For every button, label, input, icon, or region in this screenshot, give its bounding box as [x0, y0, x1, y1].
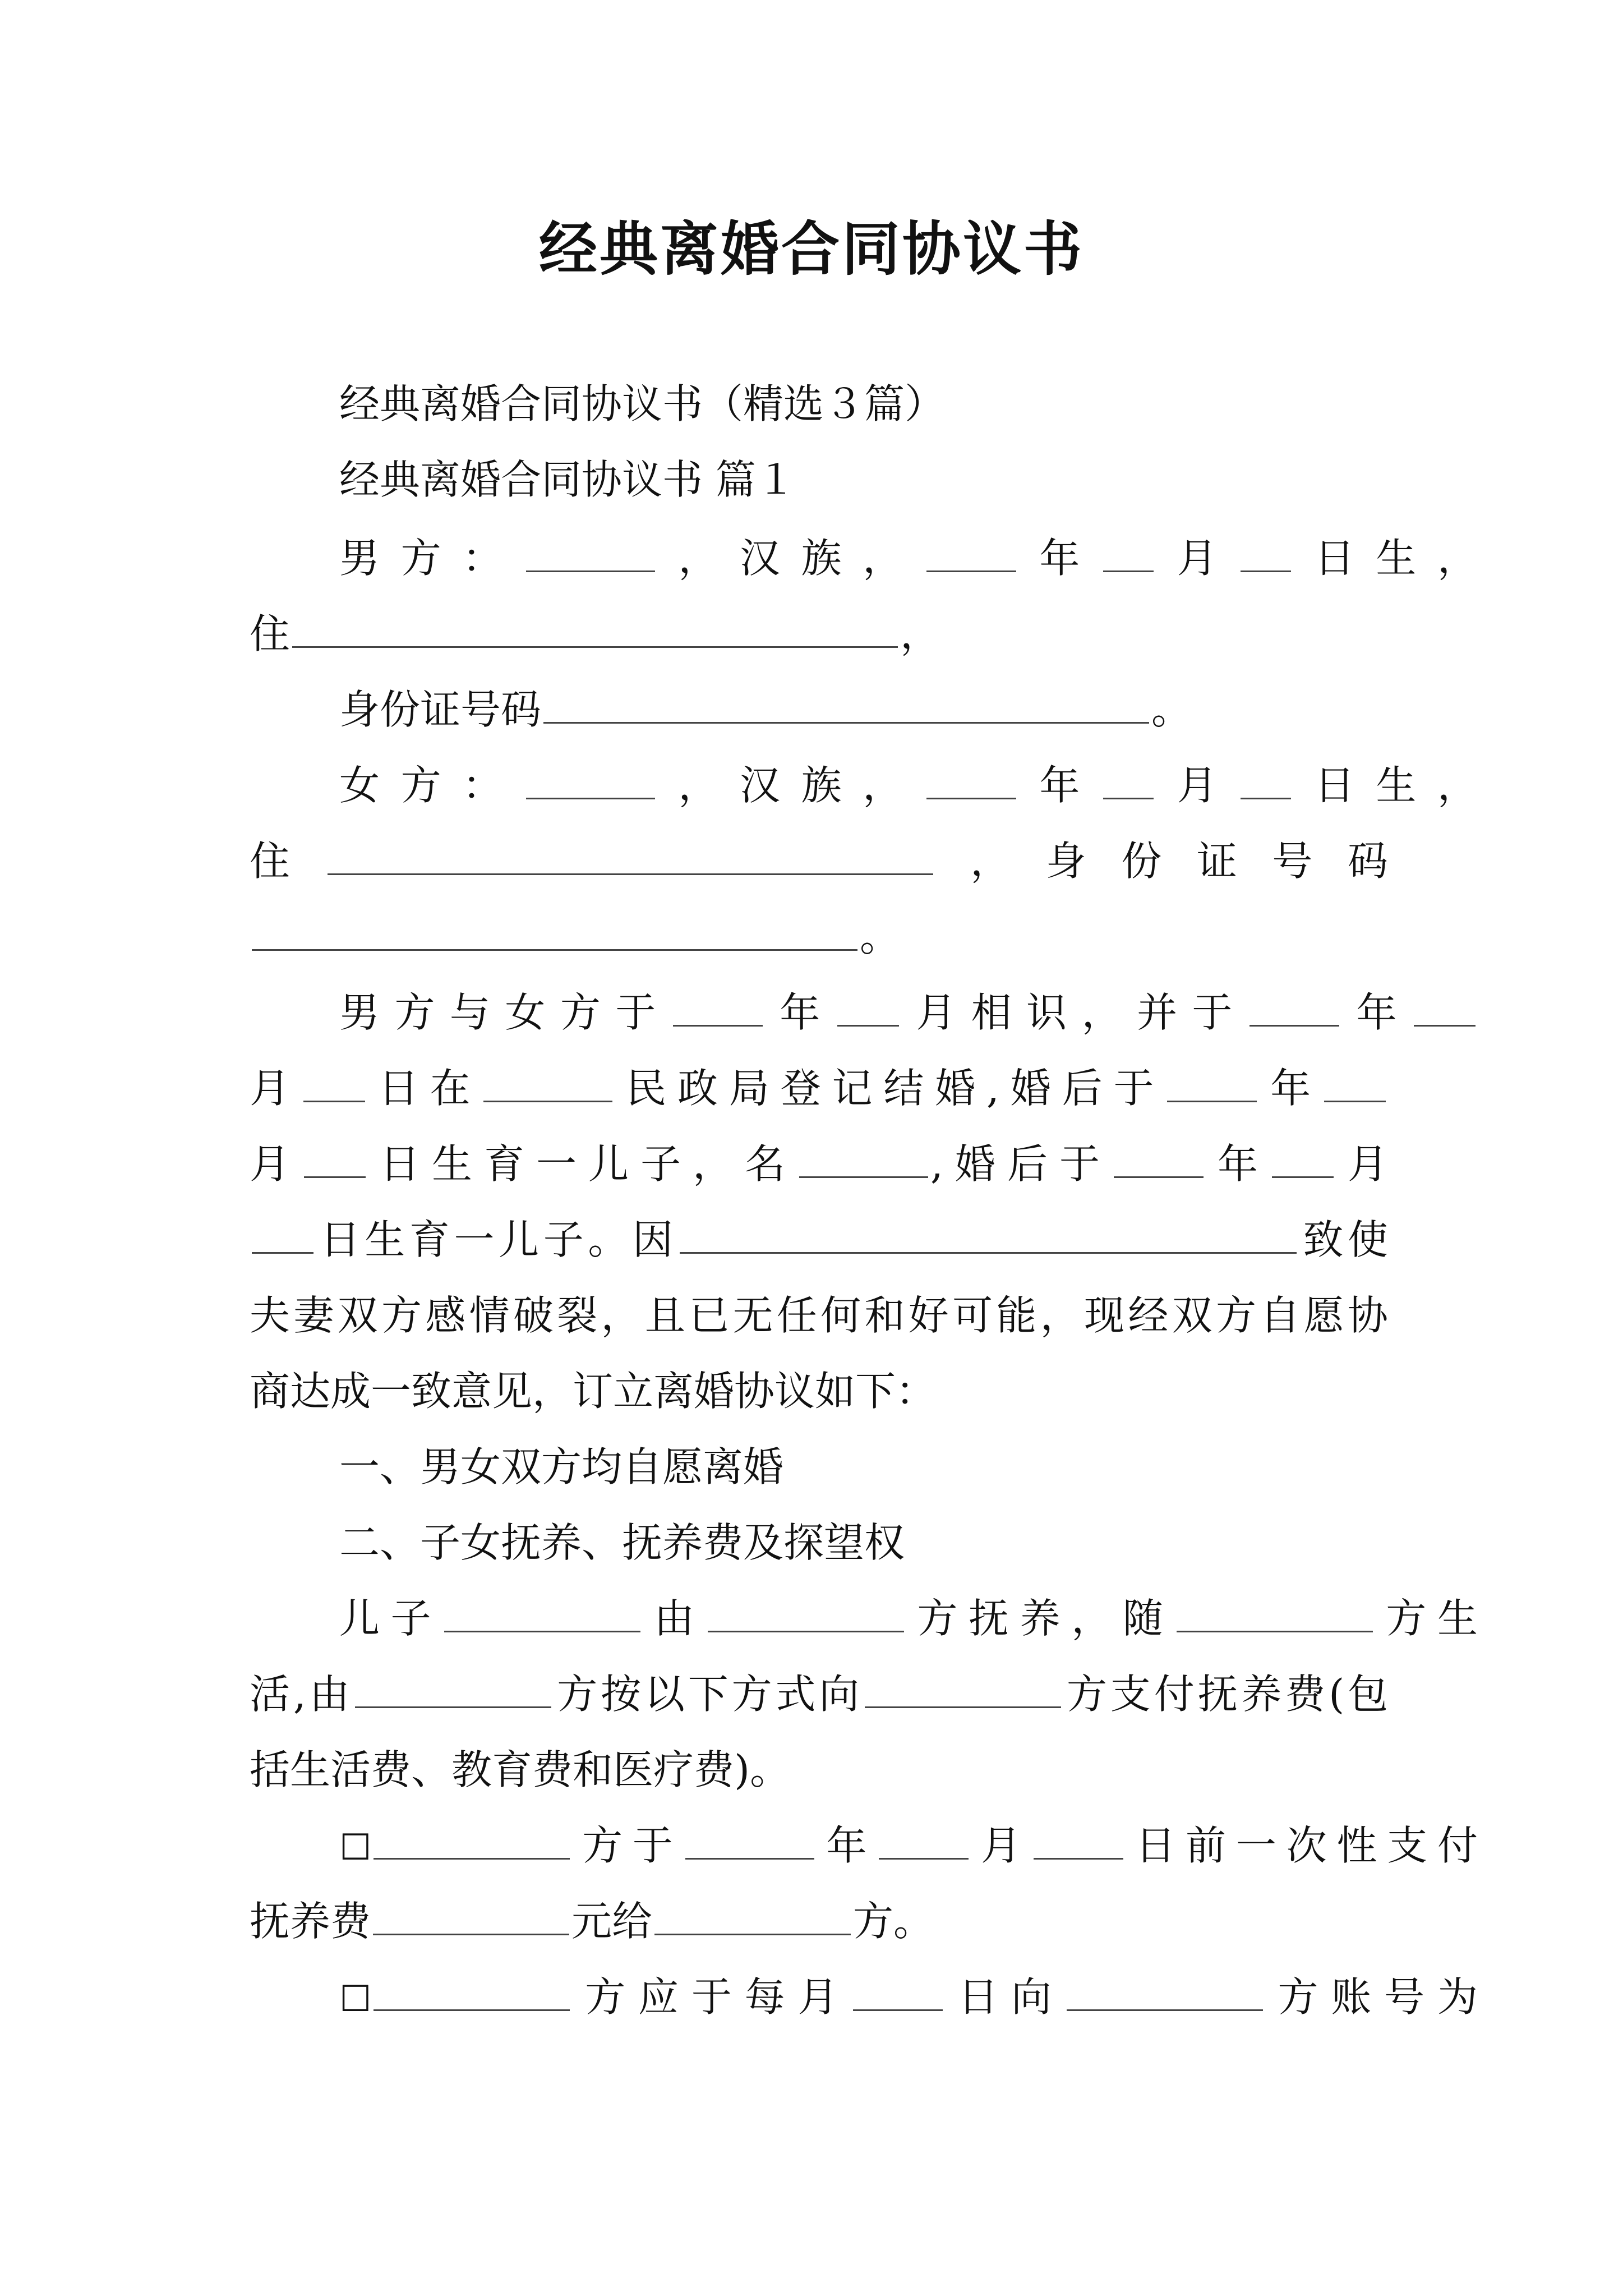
paragraph-marriage-2 [250, 1060, 1388, 1116]
birth2-year-blank [1114, 1138, 1204, 1178]
bureau-blank [483, 1062, 612, 1102]
man-id-label: 身份证号码 [339, 686, 542, 733]
woman-address-line [250, 833, 1388, 889]
woman-month-label: 月 [1155, 762, 1239, 809]
text-fragment: 月 [250, 1140, 302, 1188]
text-fragment: 方按以下方式向 [554, 1671, 863, 1718]
paragraph-marriage-5: 夫妻双方感情破裂，且已无任何和好可能，现经双方自愿协 [250, 1292, 1388, 1339]
text-fragment: 日在 [367, 1065, 482, 1112]
custody-paragraph-3: 括生活费、教育费和医疗费)。 [250, 1746, 791, 1793]
marry-year-blank [1249, 987, 1339, 1027]
man-month-blank [1103, 532, 1154, 572]
checkbox-icon[interactable]: ☐ [339, 1978, 372, 2020]
woman-year-label: 年 [1018, 762, 1101, 809]
document-title: 经典离婚合同协议书 [538, 214, 1084, 283]
birth2-month-blank [1272, 1138, 1334, 1178]
text-fragment: 方。 [853, 1898, 934, 1945]
clause-1: 一、男女双方均自愿离婚 [339, 1443, 784, 1490]
text-fragment: 致使 [1298, 1216, 1388, 1263]
text-fragment: 年 [1341, 989, 1412, 1036]
text-fragment: 年 [1259, 1065, 1322, 1112]
custody-paragraph [250, 1590, 1478, 1646]
text-fragment: 日生育一儿子，名 [368, 1140, 797, 1188]
text-fragment: 日向 [945, 1973, 1064, 2021]
lump-payer-blank [374, 1820, 570, 1860]
woman-address-label: 住 [250, 838, 325, 885]
text-fragment: 年 [1205, 1140, 1270, 1188]
woman-day-blank [1241, 760, 1291, 799]
birth1-day-blank [304, 1138, 366, 1178]
man-label: 男方： [339, 535, 524, 582]
text-fragment: 民政局登记结婚,婚后于 [615, 1065, 1165, 1112]
checkbox-icon[interactable]: ☐ [339, 1827, 372, 1869]
text-fragment: 抚养费 [250, 1898, 371, 1945]
lump-year-blank [685, 1820, 814, 1860]
paragraph-marriage [250, 984, 1478, 1041]
woman-id-label: 身份证号码 [1045, 838, 1388, 885]
paragraph-marriage-6: 商达成一致意见，订立离婚协议如下： [250, 1368, 937, 1415]
text-fragment: 月 [1335, 1140, 1388, 1188]
option-monthly [250, 1969, 1478, 2027]
man-address-label: 住 [250, 610, 291, 657]
woman-id-blank [252, 911, 857, 951]
payee-blank [865, 1668, 1061, 1708]
man-ethnicity: ，汉族， [657, 535, 924, 582]
man-year-label: 年 [1018, 535, 1101, 582]
man-address-comma: ， [900, 610, 941, 657]
man-id-blank [543, 684, 1149, 724]
meet-year-blank [673, 987, 763, 1027]
man-info-line [250, 530, 1478, 586]
subtitle: 经典离婚合同协议书（精选３篇） [339, 380, 946, 427]
woman-born-label: 日生， [1293, 762, 1478, 809]
text-fragment: 方账号为 [1265, 1973, 1478, 2021]
text-fragment: 年 [816, 1822, 877, 1869]
man-born-label: 日生， [1293, 535, 1478, 582]
text-fragment: 日生育一儿子。因 [316, 1216, 677, 1263]
lump-amount-blank [373, 1895, 569, 1935]
man-id-end: 。 [1151, 686, 1192, 733]
payer-blank [355, 1668, 551, 1708]
monthly-payer-blank [374, 1971, 570, 2011]
option-lump-sum-2 [250, 1893, 1388, 1949]
text-fragment: 由 [643, 1595, 706, 1642]
man-id-line [250, 682, 1478, 738]
woman-id-line [250, 909, 1388, 965]
text-fragment: 方生 [1375, 1595, 1478, 1642]
lump-day-blank [1034, 1820, 1123, 1860]
text-fragment: 日前一次性支付 [1125, 1822, 1478, 1869]
man-year-blank [926, 532, 1016, 572]
man-address-blank [292, 608, 898, 648]
reason-blank [680, 1214, 1297, 1254]
son-blank [444, 1593, 640, 1632]
man-month-label: 月 [1155, 535, 1239, 582]
monthly-day-blank [853, 1971, 943, 2011]
paragraph-marriage-3 [250, 1136, 1388, 1192]
birth2-day-blank [252, 1214, 313, 1254]
text-fragment: 年 [764, 989, 835, 1036]
man-name-blank [526, 532, 655, 572]
marry-month-blank [1414, 987, 1476, 1027]
son-name-blank [799, 1138, 928, 1178]
birth1-year-blank [1167, 1062, 1257, 1102]
text-fragment: 方应于每月 [572, 1973, 851, 2021]
paragraph-marriage-4 [250, 1212, 1388, 1268]
section-heading: 经典离婚合同协议书 篇１ [339, 456, 796, 503]
option-lump-sum [250, 1818, 1478, 1876]
woman-info-line [250, 757, 1478, 813]
marry-day-blank [303, 1062, 365, 1102]
woman-address-blank [328, 835, 933, 875]
text-fragment: 儿子 [339, 1595, 442, 1642]
woman-address-comma: ， [935, 838, 1046, 885]
text-fragment: 活,由 [250, 1671, 353, 1718]
text-fragment: 方于 [572, 1822, 683, 1869]
woman-ethnicity: ，汉族， [657, 762, 924, 809]
text-fragment: 月相识，并于 [901, 989, 1248, 1036]
text-fragment: 月 [971, 1822, 1031, 1869]
woman-label: 女方： [339, 762, 524, 809]
text-fragment: ,婚后于 [930, 1140, 1112, 1188]
man-address-line [250, 606, 1388, 662]
text-fragment: 男方与女方于 [339, 989, 671, 1036]
live-with-blank [1177, 1593, 1373, 1632]
woman-id-end: 。 [860, 913, 901, 960]
text-fragment: 方抚养，随 [906, 1595, 1174, 1642]
custodian-blank [708, 1593, 904, 1632]
custody-paragraph-2 [250, 1666, 1388, 1722]
woman-month-blank [1103, 760, 1154, 799]
birth1-month-blank [1324, 1062, 1386, 1102]
meet-month-blank [837, 987, 899, 1027]
woman-name-blank [526, 760, 655, 799]
text-fragment: 方支付抚养费(包 [1063, 1671, 1388, 1718]
woman-year-blank [926, 760, 1016, 799]
clause-2: 二、子女抚养、抚养费及探望权 [339, 1519, 905, 1566]
lump-month-blank [879, 1820, 969, 1860]
text-fragment: 元给 [571, 1898, 653, 1945]
man-day-blank [1241, 532, 1291, 572]
lump-payee-blank [654, 1895, 851, 1935]
monthly-payee-blank [1067, 1971, 1263, 2011]
text-fragment: 月 [250, 1065, 301, 1112]
